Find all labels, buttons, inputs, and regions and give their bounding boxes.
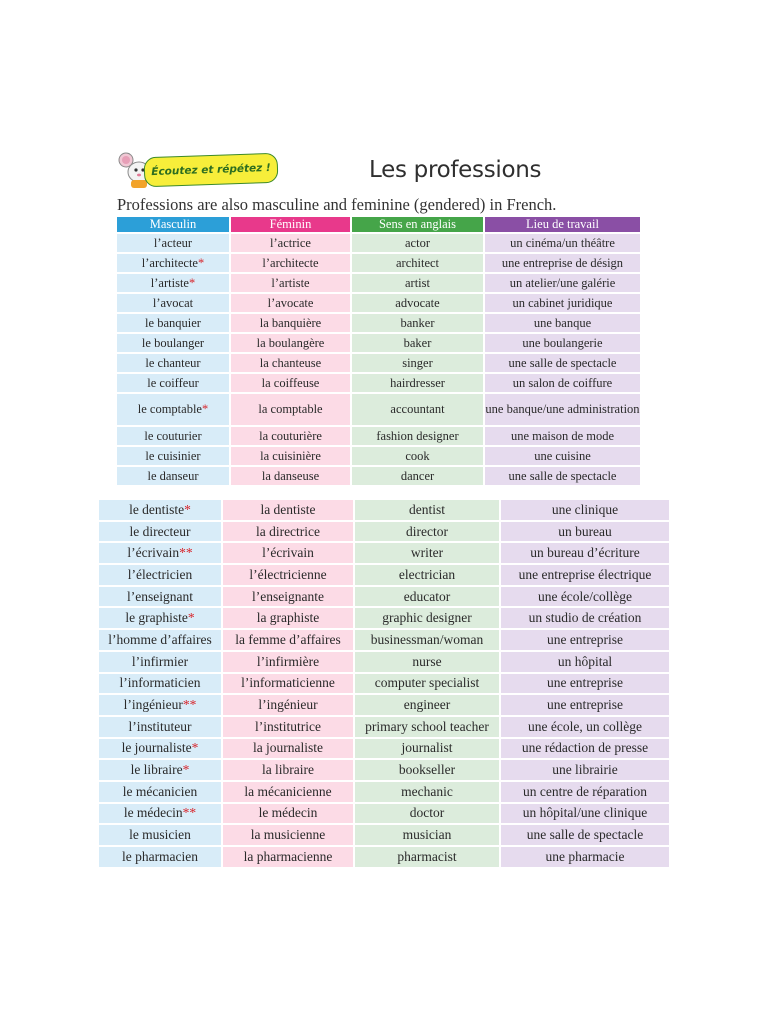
feminin-cell-text: la danseuse	[261, 468, 320, 483]
feminin-cell	[231, 274, 352, 294]
table-row	[99, 587, 671, 609]
masculin-cell-text: le médecin	[123, 805, 183, 821]
table-row	[117, 334, 642, 354]
feminin-cell	[223, 543, 355, 565]
feminin-cell-text: le médecin	[258, 805, 318, 821]
feminin-cell	[223, 695, 355, 717]
english-cell	[352, 274, 485, 294]
english-cell	[355, 522, 501, 544]
workplace-cell-text: une cuisine	[534, 448, 591, 463]
english-cell-text: dancer	[400, 468, 435, 483]
professions-table-part-1	[117, 217, 642, 487]
workplace-cell	[501, 674, 671, 696]
workplace-cell	[501, 782, 671, 804]
workplace-cell	[485, 294, 642, 314]
masculin-cell-text: le boulanger	[141, 335, 205, 350]
masculin-cell	[99, 652, 223, 674]
workplace-cell	[501, 847, 671, 869]
feminin-cell-text: la libraire	[261, 762, 315, 778]
feminin-cell-text: la cuisinière	[260, 448, 321, 463]
english-cell	[355, 739, 501, 761]
table-row	[117, 234, 642, 254]
feminin-cell	[223, 522, 355, 544]
english-cell-text: journalist	[401, 740, 453, 756]
masculin-cell	[117, 447, 231, 467]
masculin-cell	[117, 314, 231, 334]
english-cell	[355, 695, 501, 717]
gender-note-marker: *	[191, 740, 199, 756]
masculin-cell-text: l’artiste	[150, 275, 189, 290]
workplace-cell-text: une rédaction de presse	[521, 740, 649, 756]
feminin-cell	[231, 467, 352, 487]
masculin-cell-text: le banquier	[145, 315, 201, 330]
workplace-cell	[501, 825, 671, 847]
masculin-cell-text: le danseur	[147, 468, 199, 483]
masculin-cell	[99, 782, 223, 804]
english-cell-text: writer	[410, 545, 444, 561]
workplace-cell	[501, 652, 671, 674]
table-row	[117, 274, 642, 294]
english-cell-text: banker	[400, 315, 435, 330]
workplace-cell	[501, 804, 671, 826]
english-cell-text: fashion designer	[376, 428, 459, 443]
feminin-cell	[223, 847, 355, 869]
feminin-cell	[223, 652, 355, 674]
masculin-cell-text: l’homme d’affaires	[108, 631, 212, 647]
gender-note-marker: *	[201, 402, 209, 416]
english-cell-text: businessman/woman	[370, 631, 484, 647]
workplace-cell-text: un bureau d’écriture	[530, 545, 640, 561]
table-row	[117, 314, 642, 334]
feminin-cell-text: l’écrivain	[262, 545, 314, 561]
workplace-cell-text: une banque	[533, 315, 592, 330]
table-row	[117, 294, 642, 314]
masculin-cell-text: le couturier	[144, 428, 202, 443]
masculin-cell-text: le directeur	[129, 523, 191, 539]
feminin-cell	[231, 374, 352, 394]
feminin-cell	[231, 394, 352, 427]
masculin-cell	[99, 760, 223, 782]
masculin-cell-text: le cuisinier	[145, 448, 201, 463]
professions-table-part-2	[99, 500, 671, 869]
masculin-cell-text: l’informaticien	[119, 675, 201, 691]
feminin-cell-text: la musicienne	[250, 827, 326, 843]
feminin-cell	[223, 825, 355, 847]
feminin-cell	[231, 354, 352, 374]
english-cell-text: primary school teacher	[365, 718, 489, 734]
table-row	[99, 608, 671, 630]
workplace-cell-text: une pharmacie	[545, 848, 625, 864]
feminin-cell-text: l’enseignante	[252, 588, 324, 604]
masculin-cell-text: l’infirmier	[131, 653, 189, 669]
masculin-cell	[99, 739, 223, 761]
masculin-cell	[117, 374, 231, 394]
masculin-cell	[117, 274, 231, 294]
workplace-cell	[501, 695, 671, 717]
workplace-cell-text: une maison de mode	[510, 428, 615, 443]
masculin-cell-text: l’écrivain	[127, 545, 180, 561]
feminin-cell-text: l’infirmière	[256, 653, 320, 669]
workplace-cell-text: un cabinet juridique	[512, 295, 613, 310]
workplace-cell	[501, 543, 671, 565]
gender-note-marker: *	[182, 762, 190, 778]
gender-note-marker: *	[187, 610, 195, 626]
table-row	[117, 354, 642, 374]
workplace-cell	[501, 565, 671, 587]
workplace-cell	[485, 447, 642, 467]
english-cell	[352, 234, 485, 254]
table-row	[99, 674, 671, 696]
masculin-cell-text: le libraire	[130, 762, 183, 778]
masculin-cell	[99, 630, 223, 652]
feminin-cell	[223, 717, 355, 739]
workplace-cell	[485, 254, 642, 274]
table-body-part-1	[117, 234, 642, 487]
workplace-cell-text: une salle de spectacle	[526, 827, 644, 843]
table-row	[99, 500, 671, 522]
workplace-cell-text: un hôpital	[557, 653, 613, 669]
feminin-cell	[231, 447, 352, 467]
workplace-cell-text: un salon de coiffure	[512, 375, 613, 390]
workplace-cell	[485, 274, 642, 294]
english-cell-text: advocate	[395, 295, 440, 310]
workplace-cell-text: une clinique	[551, 501, 619, 517]
table-row	[117, 394, 642, 427]
english-cell-text: cook	[405, 448, 430, 463]
table-row	[99, 782, 671, 804]
workplace-cell	[501, 739, 671, 761]
table-row	[99, 739, 671, 761]
workplace-cell-text: un cinéma/un théâtre	[510, 235, 615, 250]
workplace-cell-text: une salle de spectacle	[508, 468, 617, 483]
feminin-cell-text: la comptable	[258, 402, 323, 416]
table-row	[99, 652, 671, 674]
english-cell	[355, 760, 501, 782]
workplace-cell-text: une banque/une administration	[485, 402, 640, 416]
workplace-cell-text: une école/collège	[537, 588, 633, 604]
masculin-cell-text: le journaliste	[121, 740, 192, 756]
feminin-cell-text: l’informaticienne	[241, 675, 335, 691]
english-cell	[355, 652, 501, 674]
table-row	[99, 630, 671, 652]
english-cell-text: bookseller	[398, 762, 456, 778]
feminin-cell	[223, 630, 355, 652]
english-cell	[355, 565, 501, 587]
workplace-cell-text: une entreprise	[546, 697, 624, 713]
gender-note-marker: **	[182, 805, 197, 821]
english-cell	[355, 782, 501, 804]
table-row	[99, 804, 671, 826]
english-cell-text: director	[406, 523, 448, 539]
english-cell-text: graphic designer	[382, 610, 472, 626]
english-cell	[352, 334, 485, 354]
feminin-cell-text: la dentiste	[260, 501, 316, 517]
masculin-cell	[117, 254, 231, 274]
feminin-cell-text: la mécanicienne	[244, 783, 332, 799]
english-cell-text: hairdresser	[390, 375, 445, 390]
gender-note-marker: *	[188, 275, 196, 290]
feminin-cell	[223, 804, 355, 826]
english-cell	[355, 587, 501, 609]
gender-note-marker: **	[182, 697, 197, 713]
masculin-cell	[99, 543, 223, 565]
table-row	[117, 254, 642, 274]
feminin-cell-text: la banquière	[259, 315, 322, 330]
workplace-cell	[485, 427, 642, 447]
english-cell	[355, 543, 501, 565]
masculin-cell	[117, 354, 231, 374]
gender-note-marker: **	[179, 545, 193, 561]
workplace-cell	[501, 760, 671, 782]
english-cell	[355, 674, 501, 696]
workplace-cell-text: une entreprise de désign	[501, 255, 624, 270]
masculin-cell-text: le graphiste	[125, 610, 188, 626]
table-row	[99, 825, 671, 847]
workplace-cell	[485, 394, 642, 427]
masculin-cell-text: l’avocat	[152, 295, 194, 310]
masculin-cell-text: le coiffeur	[147, 375, 199, 390]
workplace-cell-text: une entreprise	[546, 631, 624, 647]
feminin-cell-text: la directrice	[255, 523, 321, 539]
table-row	[99, 717, 671, 739]
feminin-cell	[231, 427, 352, 447]
masculin-cell	[117, 294, 231, 314]
workplace-cell	[501, 630, 671, 652]
workplace-cell-text: une école, un collège	[528, 718, 642, 734]
workplace-cell-text: une entreprise électrique	[518, 566, 652, 582]
table-row	[99, 760, 671, 782]
workplace-cell-text: une boulangerie	[522, 335, 603, 350]
feminin-cell-text: la coiffeuse	[261, 375, 320, 390]
feminin-cell-text: l’avocate	[267, 295, 314, 310]
feminin-cell	[223, 608, 355, 630]
feminin-cell	[231, 334, 352, 354]
feminin-cell-text: l’architecte	[262, 255, 319, 270]
masculin-cell	[117, 427, 231, 447]
table-row	[117, 467, 642, 487]
feminin-cell-text: l’ingénieur	[258, 697, 318, 713]
table-row	[99, 565, 671, 587]
feminin-cell	[223, 674, 355, 696]
masculin-cell-text: l’enseignant	[127, 588, 193, 604]
feminin-cell-text: la pharmacienne	[243, 848, 333, 864]
english-cell	[352, 467, 485, 487]
feminin-cell-text: la couturière	[259, 428, 322, 443]
masculin-cell-text: l’électricien	[127, 566, 193, 582]
english-cell-text: musician	[402, 827, 452, 843]
workplace-cell-text: une librairie	[552, 762, 618, 778]
english-cell	[352, 254, 485, 274]
english-cell-text: pharmacist	[397, 848, 457, 864]
feminin-cell	[223, 760, 355, 782]
english-cell	[355, 717, 501, 739]
english-cell	[355, 608, 501, 630]
masculin-cell	[99, 608, 223, 630]
workplace-cell	[501, 500, 671, 522]
masculin-cell	[117, 394, 231, 427]
english-cell	[352, 294, 485, 314]
feminin-cell-text: l’institutrice	[255, 718, 321, 734]
feminin-cell-text: l’artiste	[271, 275, 310, 290]
english-cell	[352, 374, 485, 394]
table-row	[99, 522, 671, 544]
masculin-cell-text: le mécanicien	[122, 783, 198, 799]
english-cell-text: artist	[405, 275, 430, 290]
workplace-cell-text: une salle de spectacle	[508, 355, 617, 370]
english-cell-text: electrician	[398, 566, 456, 582]
workplace-cell-text: un hôpital/une clinique	[522, 805, 648, 821]
english-cell-text: doctor	[409, 805, 445, 821]
table-row	[117, 447, 642, 467]
english-cell	[355, 847, 501, 869]
workplace-cell	[501, 717, 671, 739]
masculin-cell	[117, 334, 231, 354]
english-cell	[352, 427, 485, 447]
feminin-cell	[223, 587, 355, 609]
english-cell	[355, 500, 501, 522]
feminin-cell	[231, 294, 352, 314]
feminin-cell	[223, 565, 355, 587]
workplace-cell	[485, 334, 642, 354]
workplace-cell-text: une entreprise	[546, 675, 624, 691]
column-header-sens-en-anglais: Sens en anglais	[352, 217, 485, 234]
masculin-cell	[99, 587, 223, 609]
workplace-cell	[485, 374, 642, 394]
english-cell-text: actor	[405, 235, 430, 250]
gender-note-marker: *	[197, 255, 205, 270]
english-cell-text: nurse	[412, 653, 442, 669]
workplace-cell	[485, 467, 642, 487]
masculin-cell-text: l’architecte	[141, 255, 198, 270]
masculin-cell	[99, 825, 223, 847]
feminin-cell-text: l’électricienne	[249, 566, 327, 582]
masculin-cell-text: le comptable	[137, 402, 202, 416]
feminin-cell-text: la boulangère	[256, 335, 325, 350]
workplace-cell	[501, 587, 671, 609]
masculin-cell	[99, 500, 223, 522]
table-row	[99, 695, 671, 717]
feminin-cell	[231, 254, 352, 274]
table-row	[117, 374, 642, 394]
workplace-cell	[485, 314, 642, 334]
column-header-lieu-de-travail: Lieu de travail	[485, 217, 642, 234]
feminin-cell	[223, 500, 355, 522]
masculin-cell	[99, 717, 223, 739]
masculin-cell-text: le musicien	[129, 827, 191, 843]
english-cell	[352, 314, 485, 334]
table-row	[99, 847, 671, 869]
masculin-cell-text: l’ingénieur	[123, 697, 183, 713]
page-title: Les professions	[369, 157, 542, 183]
workplace-cell-text: un centre de réparation	[522, 783, 648, 799]
english-cell-text: baker	[403, 335, 432, 350]
masculin-cell	[117, 467, 231, 487]
workplace-cell-text: un bureau	[558, 523, 612, 539]
workplace-cell-text: un studio de création	[528, 610, 642, 626]
masculin-cell-text: l’acteur	[153, 235, 193, 250]
workplace-cell	[485, 234, 642, 254]
table-header-row	[117, 217, 642, 234]
feminin-cell	[231, 314, 352, 334]
table-row	[117, 427, 642, 447]
feminin-cell-text: la femme d’affaires	[235, 631, 341, 647]
masculin-cell-text: le pharmacien	[121, 848, 199, 864]
feminin-cell	[223, 739, 355, 761]
masculin-cell	[99, 522, 223, 544]
workplace-cell	[485, 354, 642, 374]
feminin-cell-text: la journaliste	[252, 740, 324, 756]
feminin-cell-text: la chanteuse	[259, 355, 322, 370]
english-cell-text: mechanic	[401, 783, 453, 799]
feminin-cell	[223, 782, 355, 804]
english-cell	[355, 825, 501, 847]
english-cell	[352, 354, 485, 374]
english-cell	[352, 394, 485, 427]
english-cell	[355, 804, 501, 826]
feminin-cell	[231, 234, 352, 254]
masculin-cell	[99, 847, 223, 869]
feminin-cell-text: la graphiste	[256, 610, 320, 626]
subtitle: Professions are also masculine and feminine (gendered) in French.	[117, 195, 557, 214]
table-body-part-2	[99, 500, 671, 869]
feminin-cell-text: l’actrice	[270, 235, 311, 250]
table-row	[99, 543, 671, 565]
workplace-cell-text: un atelier/une galérie	[509, 275, 616, 290]
english-cell	[352, 447, 485, 467]
english-cell-text: engineer	[403, 697, 451, 713]
workplace-cell	[501, 522, 671, 544]
listen-repeat-badge: Écoutez et répétez !	[144, 153, 279, 188]
english-cell-text: dentist	[409, 501, 445, 517]
column-header-masculin: Masculin	[117, 217, 231, 234]
masculin-cell	[99, 804, 223, 826]
masculin-cell-text: le dentiste	[129, 501, 185, 517]
workplace-cell	[501, 608, 671, 630]
masculin-cell-text: l’instituteur	[128, 718, 192, 734]
masculin-cell-text: le chanteur	[145, 355, 201, 370]
english-cell-text: singer	[402, 355, 433, 370]
english-cell	[355, 630, 501, 652]
english-cell-text: accountant	[390, 402, 445, 416]
masculin-cell	[117, 234, 231, 254]
masculin-cell	[99, 695, 223, 717]
masculin-cell	[99, 565, 223, 587]
masculin-cell	[99, 674, 223, 696]
english-cell-text: computer specialist	[374, 675, 480, 691]
gender-note-marker: *	[184, 501, 191, 517]
english-cell-text: architect	[395, 255, 440, 270]
column-header-feminin: Féminin	[231, 217, 352, 234]
english-cell-text: educator	[403, 588, 451, 604]
